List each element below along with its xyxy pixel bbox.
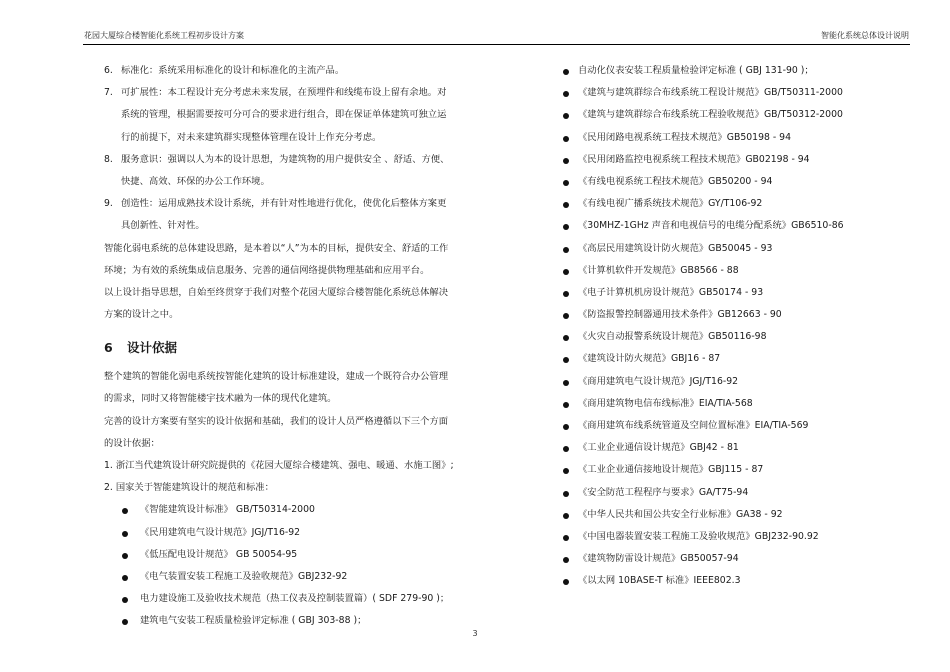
list-item-text: 《民用闭路电视系统工程技术规范》GB50198 - 94 <box>578 131 792 143</box>
paragraph-guiding-ideas <box>84 282 468 326</box>
bullet-icon <box>563 468 569 474</box>
paragraph-line: 环境；为有效的系统集成信息服务、完善的通信网络提供物理基础和应用平台。 <box>104 264 430 276</box>
bullet-icon <box>563 247 569 253</box>
numbered-item-8 <box>84 149 468 193</box>
list-item <box>560 459 910 481</box>
list-item <box>84 566 468 588</box>
item-line: 创造性：运用成熟技术设计系统，并有针对性地进行优化，使优化后整体方案更 <box>121 198 447 210</box>
list-item-text: 《商用建筑物电信布线标准》EIA/TIA-568 <box>578 397 753 409</box>
paragraph-line: 的设计依据： <box>104 437 160 449</box>
list-item <box>560 393 910 415</box>
list-item <box>84 499 468 521</box>
list-item-text: 自动化仪表安装工程质量检验评定标准 ( GBJ 131-90 )； <box>578 65 814 76</box>
list-item <box>560 415 910 437</box>
paragraph-line: 智能化弱电系统的总体建设思路，是本着以“人”为本的目标，提供安全、舒适的工作 <box>104 242 449 254</box>
list-item <box>560 193 910 215</box>
item-line: 快捷、高效、环保的办公工作环境。 <box>121 175 270 187</box>
paragraph-line: 整个建筑的智能化弱电系统按智能化建筑的设计标准建设，建成一个既符合办公管理 <box>104 371 448 383</box>
bullet-icon <box>563 158 569 164</box>
bullet-icon <box>563 291 569 297</box>
list-item <box>560 82 910 104</box>
bullet-icon <box>563 224 569 230</box>
list-item-text: 《建筑与建筑群综合布线系统工程设计规范》GB/T50311-2000 <box>578 87 843 99</box>
numbered-item-6 <box>84 60 468 82</box>
list-item-text: 《低压配电设计规范》 GB 50054-95 <box>140 548 298 560</box>
list-item-text: 《防盗报警控制器通用技术条件》GB12663 - 90 <box>578 309 782 321</box>
item-line: 服务意识：强调以人为本的设计思想，为建筑物的用户提供安全 、舒适、方便、 <box>121 153 450 165</box>
bullet-icon <box>563 579 569 585</box>
bullet-icon <box>563 357 569 363</box>
bullet-icon <box>563 535 569 541</box>
list-item-text: 《安全防范工程程序与要求》GA/T75-94 <box>578 486 749 498</box>
item-line: 系统的管理，根据需要按可分可合的要求进行组合，即在保证单体建筑可独立运 <box>121 109 447 121</box>
basis-item-text: 1. 浙江当代建筑设计研究院提供的《花园大厦综合楼建筑、强电、暖通、水施工图》; <box>104 460 454 471</box>
list-item-text: 《建筑与建筑群综合布线系统工程验收规范》GB/T50312-2000 <box>578 109 843 121</box>
list-item <box>560 149 910 171</box>
list-item-text: 《商用建筑布线系统管道及空间位置标准》EIA/TIA-569 <box>578 420 809 431</box>
list-item <box>84 522 468 544</box>
list-item-text: 《电子计算机机房设计规范》GB50174 - 93 <box>578 286 764 298</box>
list-item-text: 《建筑设计防火规范》GBJ16 - 87 <box>578 353 721 365</box>
basis-item-1 <box>84 455 468 477</box>
list-item <box>560 548 910 570</box>
item-line: 行的前提下，对未来建筑群实现整体管理在设计上作充分考虑。 <box>121 131 382 143</box>
right-column <box>560 60 910 593</box>
bullet-icon <box>122 575 128 581</box>
bullet-icon <box>563 91 569 97</box>
bullet-icon <box>563 113 569 119</box>
list-item-text: 《火灾自动报警系统设计规范》GB50116-98 <box>578 331 767 343</box>
list-item <box>560 482 910 504</box>
numbered-item-9 <box>84 193 468 237</box>
header-rule <box>83 44 910 45</box>
item-number: 9. <box>104 198 113 210</box>
bullet-icon <box>563 69 569 75</box>
paragraph-overall-concept <box>84 238 468 282</box>
bullet-icon <box>122 531 128 537</box>
item-line: 可扩展性：本工程设计充分考虑未来发展，在预埋件和线缆布设上留有余地。对 <box>121 87 447 99</box>
list-item-text: 《中国电器装置安装工程施工及验收规范》GBJ232-90.92 <box>578 530 819 542</box>
list-item-text: 《工业企业通信设计规范》GBJ42 - 81 <box>578 442 739 454</box>
item-line: 具创新性、针对性。 <box>121 220 205 232</box>
paragraph-line: 以上设计指导思想，自始至终贯穿于我们对整个花园大厦综合楼智能化系统总体解决 <box>104 286 448 298</box>
bullet-icon <box>563 402 569 408</box>
item-number: 7. <box>104 87 113 99</box>
list-item-text: 《中华人民共和国公共安全行业标准》GA38 - 92 <box>578 508 783 520</box>
bullet-icon <box>563 557 569 563</box>
list-item-text: 《有线电视广播系统技术规范》GY/T106-92 <box>578 198 763 210</box>
bullet-icon <box>563 202 569 208</box>
list-item-text: 《计算机软件开发规范》GB8566 - 88 <box>578 264 739 276</box>
list-item <box>560 348 910 370</box>
item-number: 8. <box>104 153 113 165</box>
list-item <box>84 588 468 610</box>
basis-item-2 <box>84 477 468 499</box>
list-item <box>560 282 910 304</box>
list-item <box>560 127 910 149</box>
list-item <box>560 104 910 126</box>
list-item <box>560 526 910 548</box>
numbered-item-7 <box>84 82 468 149</box>
bullet-icon <box>563 180 569 186</box>
section-title: 设计依据 <box>127 340 178 356</box>
list-item-text: 《智能建筑设计标准》 GB/T50314-2000 <box>140 504 315 516</box>
list-item-text: 《工业企业通信接地设计规范》GBJ115 - 87 <box>578 464 764 476</box>
bullet-icon <box>563 424 569 430</box>
list-item-text: 《有线电视系统工程技术规范》GB50200 - 94 <box>578 175 773 187</box>
item-number: 6. <box>104 65 113 76</box>
list-item <box>560 215 910 237</box>
bullet-icon <box>563 446 569 452</box>
bullet-icon <box>563 335 569 341</box>
list-item <box>560 171 910 193</box>
bullet-icon <box>122 508 128 514</box>
bullet-icon <box>563 380 569 386</box>
section-heading <box>84 330 468 366</box>
header-right-title: 智能化系统总体设计说明 <box>821 31 909 40</box>
bullet-icon <box>122 553 128 559</box>
paragraph-line: 的需求，同时又将智能楼宇技术融为一体的现代化建筑。 <box>104 393 337 405</box>
bullet-icon <box>563 491 569 497</box>
bullet-icon <box>122 597 128 603</box>
item-line: 标准化：系统采用标准化的设计和标准化的主流产品。 <box>121 65 345 76</box>
paragraph-line: 完善的设计方案要有坚实的设计依据和基础，我们的设计人员严格遵循以下三个方面 <box>104 415 448 427</box>
bullet-icon <box>563 136 569 142</box>
list-item-text: 建筑电气安装工程质量检验评定标准 ( GBJ 303-88 )； <box>140 615 367 627</box>
list-item-text: 《民用建筑电气设计规范》JGJ/T16-92 <box>140 526 301 538</box>
list-item-text: 《商用建筑电气设计规范》JGJ/T16-92 <box>578 375 739 387</box>
list-item <box>560 371 910 393</box>
bullet-icon <box>122 619 128 625</box>
list-item-text: 《30MHZ-1GHz 声音和电视信号的电缆分配系统》GB6510-86 <box>578 220 844 232</box>
list-item <box>560 238 910 260</box>
list-item-text: 《高层民用建筑设计防火规范》GB50045 - 93 <box>578 242 773 254</box>
header-left-title: 花园大厦综合楼智能化系统工程初步设计方案 <box>84 31 244 40</box>
bullet-icon <box>563 313 569 319</box>
page-number: 3 <box>472 629 478 638</box>
list-item-text: 《建筑物防雷设计规范》GB50057-94 <box>578 553 739 565</box>
list-item-text: 《电气装置安装工程施工及验收规范》GBJ232-92 <box>140 570 348 582</box>
basis-item-text: 2. 国家关于智能建筑设计的规范和标准： <box>104 482 274 494</box>
paragraph-design-basis <box>84 411 468 455</box>
list-item-text: 《以太网 10BASE-T 标准》IEEE802.3 <box>578 575 741 587</box>
list-item <box>84 544 468 566</box>
list-item <box>560 437 910 459</box>
bullet-icon <box>563 269 569 275</box>
list-item-text: 《民用闭路监控电视系统工程技术规范》GB02198 - 94 <box>578 153 810 165</box>
section-number: 6 <box>104 340 113 356</box>
list-item <box>560 326 910 348</box>
bullet-icon <box>563 513 569 519</box>
paragraph-design-standard <box>84 366 468 410</box>
list-item <box>560 260 910 282</box>
list-item <box>560 504 910 526</box>
list-item-text: 电力建设施工及验收技术规范（热工仪表及控制装置篇）( SDF 279-90 )； <box>140 593 450 605</box>
paragraph-line: 方案的设计之中。 <box>104 309 179 321</box>
list-item <box>560 60 910 82</box>
left-column <box>84 60 468 633</box>
list-item <box>560 570 910 592</box>
list-item <box>560 304 910 326</box>
